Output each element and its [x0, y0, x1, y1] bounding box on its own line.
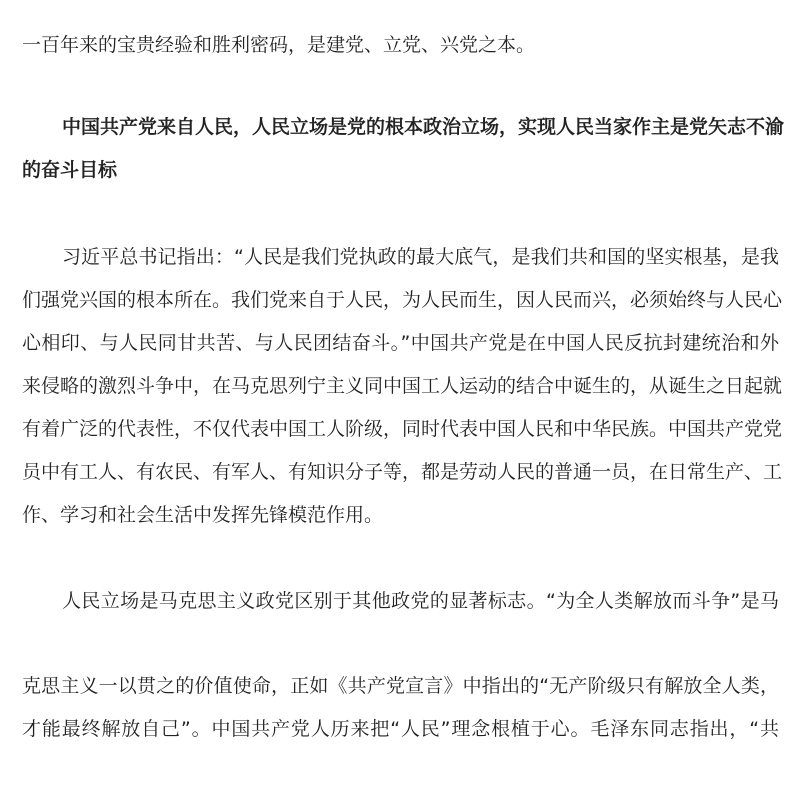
text-line: 们强党兴国的根本所在。我们党来自于人民，为人民而生，因人民而兴，必须始终与人民心	[22, 289, 783, 311]
text-line: 人民立场是马克思主义政党区别于其他政党的显著标志。“为全人类解放而斗争”是马	[62, 590, 779, 612]
text-line: 员中有工人、有农民、有军人、有知识分子等，都是劳动人民的普通一员，在日常生产、工	[22, 461, 783, 483]
text-line: 才能最终解放自己”。中国共产党人历来把“人民”理念根植于心。毛泽东同志指出，“共	[22, 718, 779, 740]
text-line: 克思主义一以贯之的价值使命，正如《共产党宣言》中指出的“无产阶级只有解放全人类，	[22, 675, 779, 697]
text-line: 一百年来的宝贵经验和胜利密码，是建党、立党、兴党之本。	[22, 34, 536, 56]
section-heading-line: 的奋斗目标	[22, 159, 118, 181]
text-line: 心相印、与人民同甘共苦、与人民团结奋斗。”中国共产党是在中国人民反抗封建统治和外	[22, 332, 779, 354]
text-line: 有着广泛的代表性，不仅代表中国工人阶级，同时代表中国人民和中华民族。中国共产党党	[22, 418, 783, 440]
text-line: 来侵略的激烈斗争中，在马克思列宁主义同中国工人运动的结合中诞生的，从诞生之日起就	[22, 375, 783, 397]
section-heading-line: 中国共产党来自人民，人民立场是党的根本政治立场，实现人民当家作主是党矢志不渝	[62, 116, 785, 138]
text-line: 作、学习和社会生活中发挥先锋模范作用。	[22, 504, 384, 526]
text-line: 习近平总书记指出：“人民是我们党执政的最大底气，是我们共和国的坚实根基，是我	[62, 246, 779, 268]
